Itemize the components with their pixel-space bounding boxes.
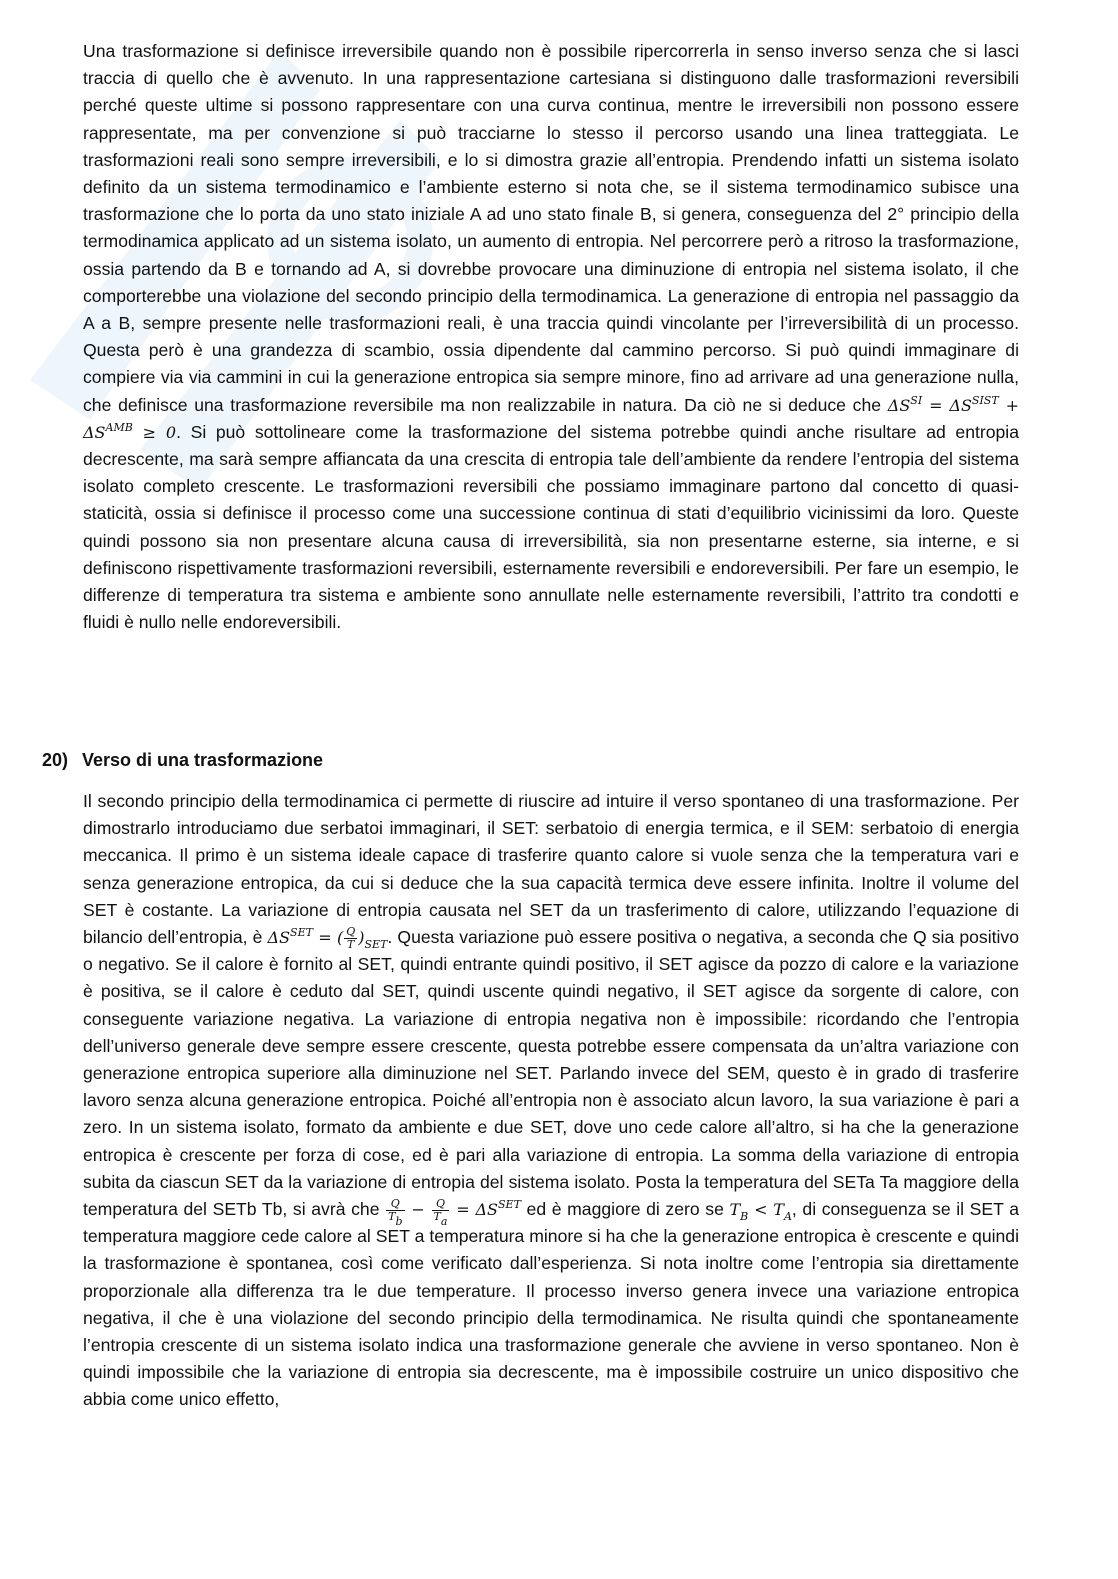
section-number: 20) (42, 750, 69, 770)
section-20-text-d: , di conseguenza se il SET a temperatura maggiore cede calore al SET a temperatura minore si ha che la generazione entropica è crescente e quindi la trasformazione è spontanea, così come verificato dall’esperienza. Si nota inoltre come l’entropia sia direttamente proporzionale alla differenza tra le due temperature. Il processo inverso genera invece una variazione entropica negativa, il che è una violazione del secondo principio della termodinamica. Ne risulta quindi che spontaneamente l’entropia crescente di un sistema isolato indica una trasformazione generale che avviene in verso spontaneo. Non è quindi impossibile che la variazione di entropia sia decrescente, ma è impossibile costruire un unico dispositivo che abbia come unico effetto, (83, 1199, 1019, 1410)
section-title: Verso di una trasformazione (82, 750, 324, 770)
section-19-text-b: . Si può sottolineare come la trasformazione del sistema potrebbe quindi anche risultare ad entropia decrescente, ma sarà sempre affiancata da una crescita di entropia tale dell’ambiente da rendere l’entropia del sistema isolato completo crescente. Le trasformazioni reversibili che possiamo immaginare partono dal concetto di quasi-staticità, ossia si definisce il processo come una successione continua di stati d’equilibrio vicinissimi da loro. Queste quindi possono sia non presentare alcuna causa di irreversibilità, sia non presentarne esterne, sia interne, e si definiscono rispettivamente trasformazioni reversibili, esternamente reversibili e endoreversibili. Per fare un esempio, le differenze di temperatura tra sistema e ambiente sono annullate nelle esternamente reversibili, l’attrito tra condotti e fluidi è nullo nelle endoreversibili. (83, 421, 1019, 633)
section-20-text-c: ed è maggiore di zero se (520, 1199, 724, 1220)
section-20-heading (42, 750, 323, 771)
entropy-balance-equation: $\Delta S^{SI} = \Delta S^{SIST} + \Delta S^{AMB} \ge 0$ (83, 393, 1020, 442)
section-20-paragraph (83, 788, 1019, 1414)
section-20-text-a: Il secondo principio della termodinamica ci permette di riuscire ad intuire il verso spontaneo di una trasformazione. Per dimostrarlo introduciamo due serbatoi immaginari, il SET: serbatoio di energia termica, e il SEM: serbatoio di energia meccanica. Il primo è un sistema ideale capace di trasferire quanto calore si vuole senza che la temperatura vari e senza generazione entropica, da cui si deduce che la sua capacità termica deve essere infinita. Inoltre il volume del SET è costante. La variazione di entropia causata nel SET da un trasferimento di calore, utilizzando l’equazione di bilancio dell’entropia, è (83, 791, 1019, 948)
section-20-text-b: . Questa variazione può essere positiva o negativa, a seconda che Q sia positivo o negativo. Se il calore è fornito al SET, quindi entrante quindi positivo, il SET agisce da pozzo di calore e la variazione è positiva, se il calore è ceduto dal SET, quindi uscente quindi negativo, il SET agisce da sorgente di calore, con conseguente variazione negativa. La variazione di entropia negativa non è impossibile: ricordando che l’entropia dell’universo generale deve sempre essere crescente, questa potrebbe essere compensata da un’altra variazione con generazione entropica superiore alla diminuzione nel SET. Parlando invece del SEM, questo è in grado di trasferire lavoro senza alcuna generazione entropica. Poiché all’entropia non è associato alcun lavoro, la sua variazione è pari a zero. In un sistema isolato, formato da ambiente e due SET, dove uno cede calore all’altro, si ha che la generazione entropica è crescente per forza di cose, ed è pari alla variazione di entropia. La somma della variazione di entropia subita da ciascun SET da la variazione di entropia del sistema isolato. Posta la temperatura del SETa Ta maggiore della temperatura del SETb Tb, si avrà che (83, 927, 1020, 1220)
section-19-paragraph (83, 38, 1019, 636)
section-19-text-a: Una trasformazione si definisce irreversibile quando non è possibile ripercorrerla in senso inverso senza che si lasci traccia di quello che è avvenuto. In una rappresentazione cartesiana si distinguono dalle trasformazioni reversibili perché queste ultime si possono rappresentare con una curva continua, mentre le irreversibili non possono essere rappresentate, ma per convenzione si può tracciarne lo stesso il percorso usando una linea tratteggiata. Le trasformazioni reali sono sempre irreversibili, e lo si dimostra grazie all’entropia. Prendendo infatti un sistema isolato definito da un sistema termodinamico e l’ambiente esterno si nota che, se il sistema termodinamico subisce una trasformazione che lo porta da uno stato iniziale A ad uno stato finale B, si genera, conseguenza del 2° principio della termodinamica applicato ad un sistema isolato, un aumento di entropia. Nel percorrere però a ritroso la trasformazione, ossia partendo da B e tornando ad A, si dovrebbe provocare una diminuzione di entropia nel sistema isolato, il che comporterebbe una violazione del secondo principio della termodinamica. La generazione di entropia nel passaggio da A a B, sempre presente nelle trasformazioni reali, è una traccia quindi vincolante per l’irreversibilità di un processo. Questa però è una grandezza di scambio, ossia dipendente dal cammino percorso. Si può quindi immaginare di compiere via via cammini in cui la generazione entropica sia sempre minore, fino ad arrivare ad una generazione nulla, che definisce una trasformazione reversibile ma non realizzabile in natura. Da ciò ne si deduce che (83, 41, 1019, 415)
set-entropy-equation: $\Delta S^{SET}$ = ( $\frac{Q}{T}$ )$_{SET}$ (267, 925, 388, 952)
two-set-entropy-equation: $\frac{Q}{T_b}$ − $\frac{Q}{T_a}$ = $\Delta S^{SET}$ (388, 1197, 521, 1229)
temperature-inequality: $T_B < T_A$ (729, 1200, 792, 1224)
